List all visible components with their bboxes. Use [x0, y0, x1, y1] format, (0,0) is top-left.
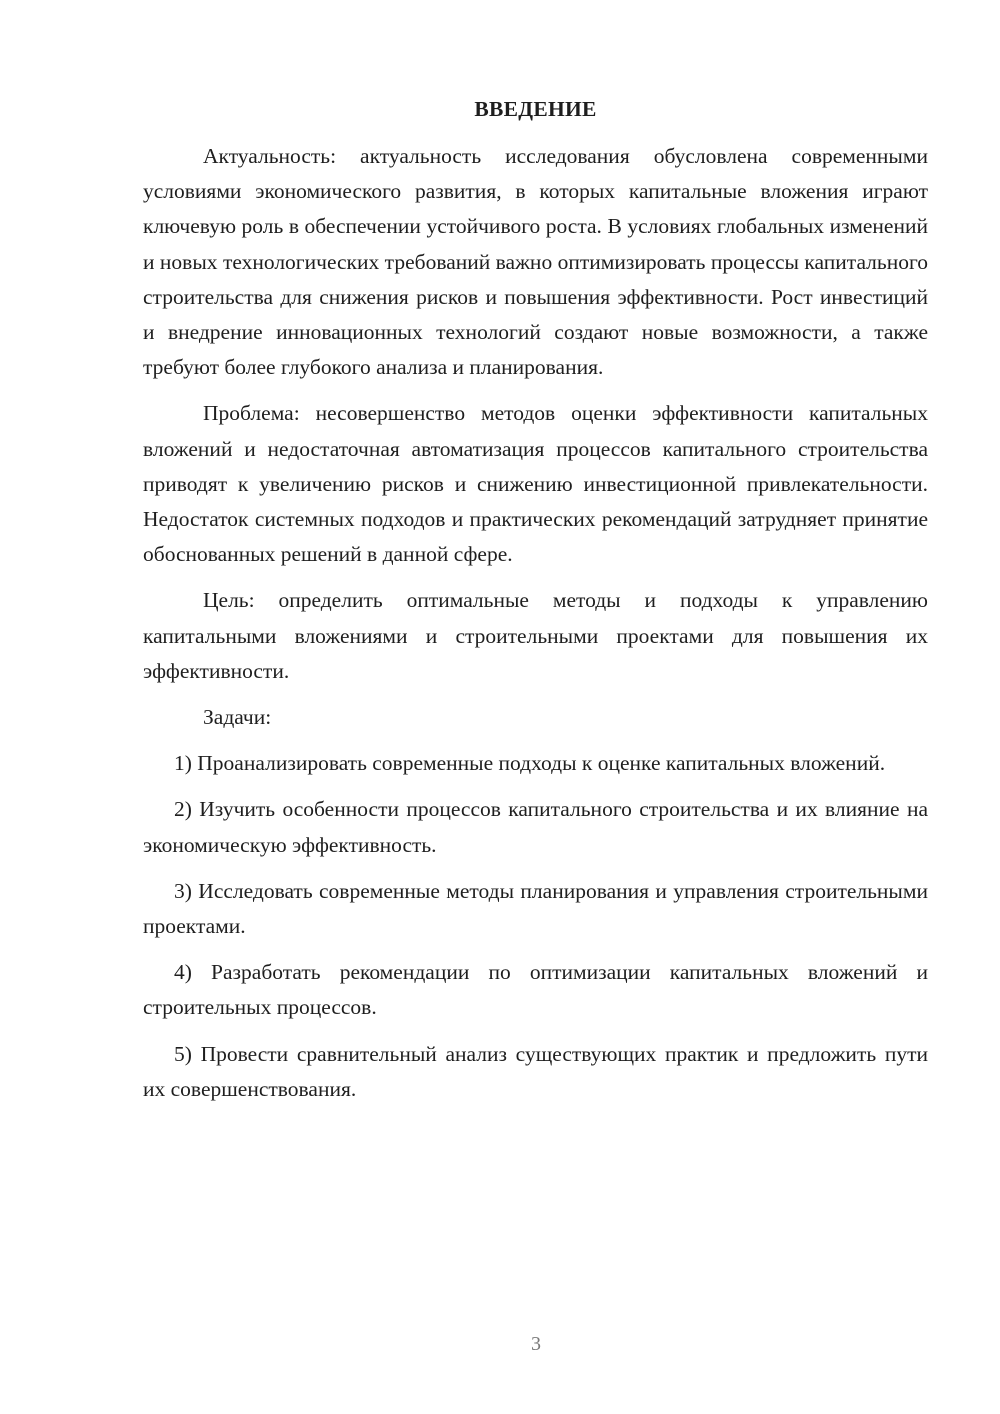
task-item-3: 3) Исследовать современные методы планирования и управления строительными проектами. — [143, 878, 928, 939]
task-item-4: 4) Разработать рекомендации по оптимизации капитальных вложений и строительных процессов. — [143, 960, 928, 1020]
section-title: ВВЕДЕНИЕ — [474, 97, 597, 121]
problem-paragraph: Проблема: несовершенство методов оценки эффективности капитальных вложений и недостаточная автоматизация процессов капитального строительства приводят к увеличению рисков и снижению инвестиционной привлекательности. Недостаток системных подходов и практических рекомендаций затрудняет принятие обоснованных решений в данной сфере. — [143, 401, 928, 567]
task-item-2: 2) Изучить особенности процессов капитального строительства и их влияние на экономическую эффективность. — [143, 797, 928, 857]
task-item-5: 5) Провести сравнительный анализ существующих практик и предложить пути их совершенствования. — [143, 1041, 928, 1101]
page-content — [143, 92, 928, 1118]
goal-paragraph: Цель: определить оптимальные методы и подходы к управлению капитальными вложениями и строительными проектами для повышения их эффективности. — [143, 588, 928, 683]
tasks-heading: Задачи: — [203, 705, 272, 730]
relevance-paragraph: Актуальность: актуальность исследования обусловлена современными условиями экономического развития, в которых капитальные вложения играют ключевую роль в обеспечении устойчивого роста. В условиях глобальных изменений и новых технологических требований важно оптимизировать процессы капитального строительства для снижения рисков и повышения эффективности. Рост инвестиций и внедрение инновационных технологий создают новые возможности, а также требуют более глубокого анализа и планирования. — [143, 144, 928, 380]
page-number: 3 — [531, 1333, 541, 1355]
task-item-1: 1) Проанализировать современные подходы к оценке капитальных вложений. — [174, 751, 886, 776]
